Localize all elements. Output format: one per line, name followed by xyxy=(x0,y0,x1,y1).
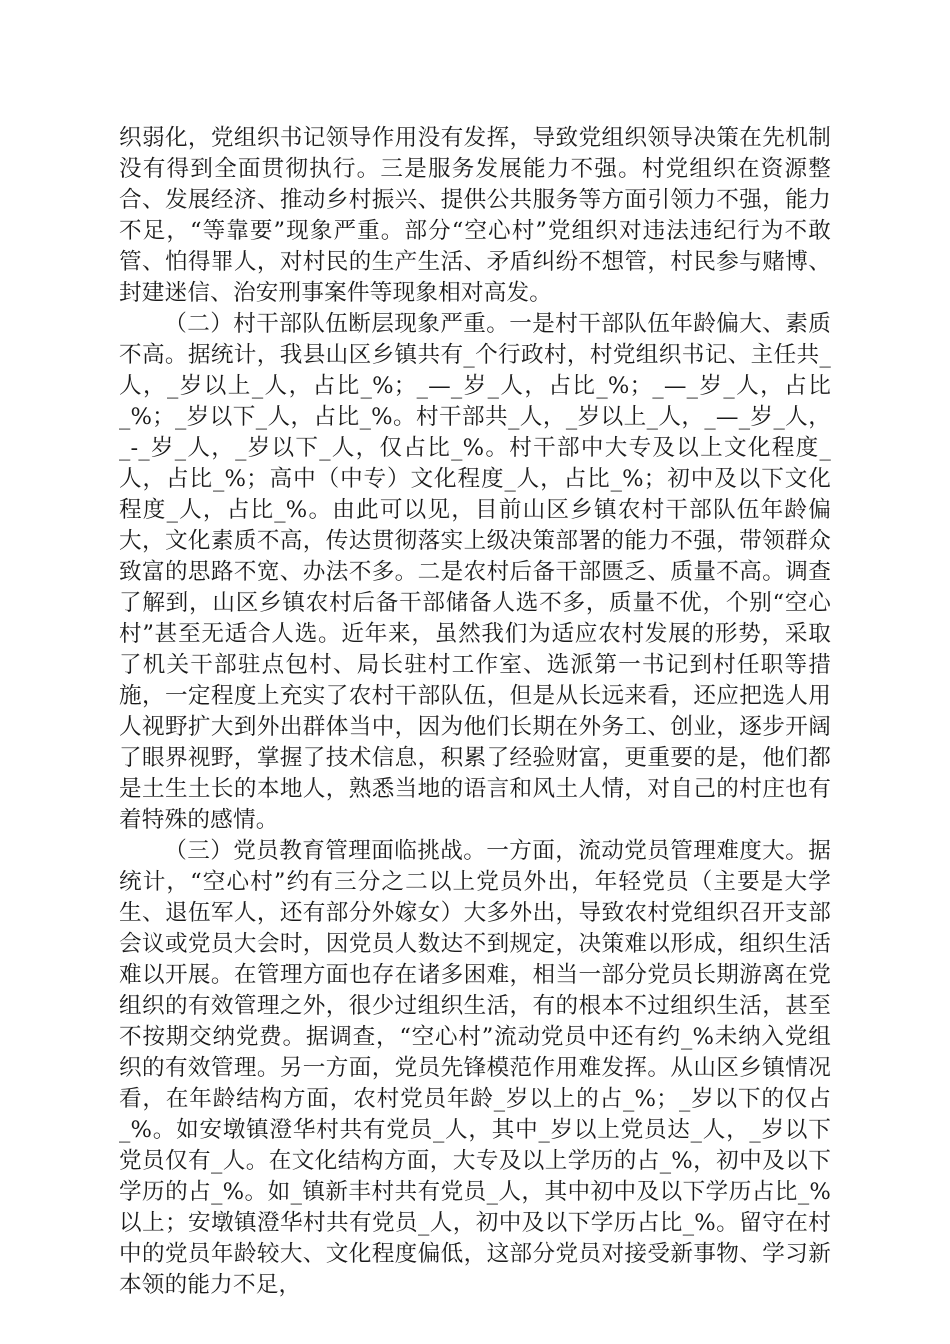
document-page xyxy=(119,123,831,1301)
paragraph-section-two: （二）村干部队伍断层现象严重。一是村干部队伍年龄偏大、素质不高。据统计，我县山区乡镇共有_个行政村，村党组织书记、主任共_人，_岁以上_人，占比_%；_—_岁_人，占比_%；_—_岁_人，占比_%；_岁以下_人，占比_%。村干部共_人，_岁以上_人，_—_岁_人，_-_岁_人，_岁以下_人，仅占比_%。村干部中大专及以上文化程度_人，占比_%；高中（中专）文化程度_人，占比_%；初中及以下文化程度_人，占比_%。由此可以见，目前山区乡镇农村干部队伍年龄偏大，文化素质不高，传达贯彻落实上级决策部署的能力不强，带领群众致富的思路不宽、办法不多。二是农村后备干部匮乏、质量不高。调查了解到，山区乡镇农村后备干部储备人选不多，质量不优，个别“空心村”甚至无适合人选。近年来，虽然我们为适应农村发展的形势，采取了机关干部驻点包村、局长驻村工作室、选派第一书记到村任职等措施，一定程度上充实了农村干部队伍，但是从长远来看，还应把选人用人视野扩大到外出群体当中，因为他们长期在外务工、创业，逐步开阔了眼界视野，掌握了技术信息，积累了经验财富，更重要的是，他们都是土生土长的本地人，熟悉当地的语言和风土人情，对自己的村庄也有着特殊的感情。 xyxy=(119,311,832,833)
paragraph-continuation: 织弱化，党组织书记领导作用没有发挥，导致党组织领导决策在先机制没有得到全面贯彻执行。三是服务发展能力不强。村党组织在资源整合、发展经济、推动乡村振兴、提供公共服务等方面引领力不强，能力不足，“等靠要”现象严重。部分“空心村”党组织对违法违纪行为不敢管、怕得罪人，对村民的生产生活、矛盾纠纷不想管，村民参与赌博、封建迷信、治安刑事案件等现象相对高发。 xyxy=(119,125,831,306)
paragraph-section-three: （三）党员教育管理面临挑战。一方面，流动党员管理难度大。据统计，“空心村”约有三分之二以上党员外出，年轻党员（主要是大学生、退伍军人，还有部分外嫁女）大多外出，导致农村党组织召开支部会议或党员大会时，因党员人数达不到规定，决策难以形成，组织生活难以开展。在管理方面也存在诸多困难，相当一部分党员长期游离在党组织的有效管理之外，很少过组织生活，有的根本不过组织生活，甚至不按期交纳党费。据调查，“空心村”流动党员中还有约_%未纳入党组织的有效管理。另一方面，党员先锋模范作用难发挥。从山区乡镇情况看，在年龄结构方面，农村党员年龄_岁以上的占_%；_岁以下的仅占_%。如安墩镇澄华村共有党员_人，其中_岁以上党员达_人，_岁以下党员仅有_人。在文化结构方面，大专及以上学历的占_%，初中及以下学历的占_%。如_镇新丰村共有党员_人，其中初中及以下学历占比_%以上；安墩镇澄华村共有党员_人，初中及以下学历占比_%。留守在村中的党员年龄较大、文化程度偏低，这部分党员对接受新事物、学习新本领的能力不足， xyxy=(119,838,831,1298)
